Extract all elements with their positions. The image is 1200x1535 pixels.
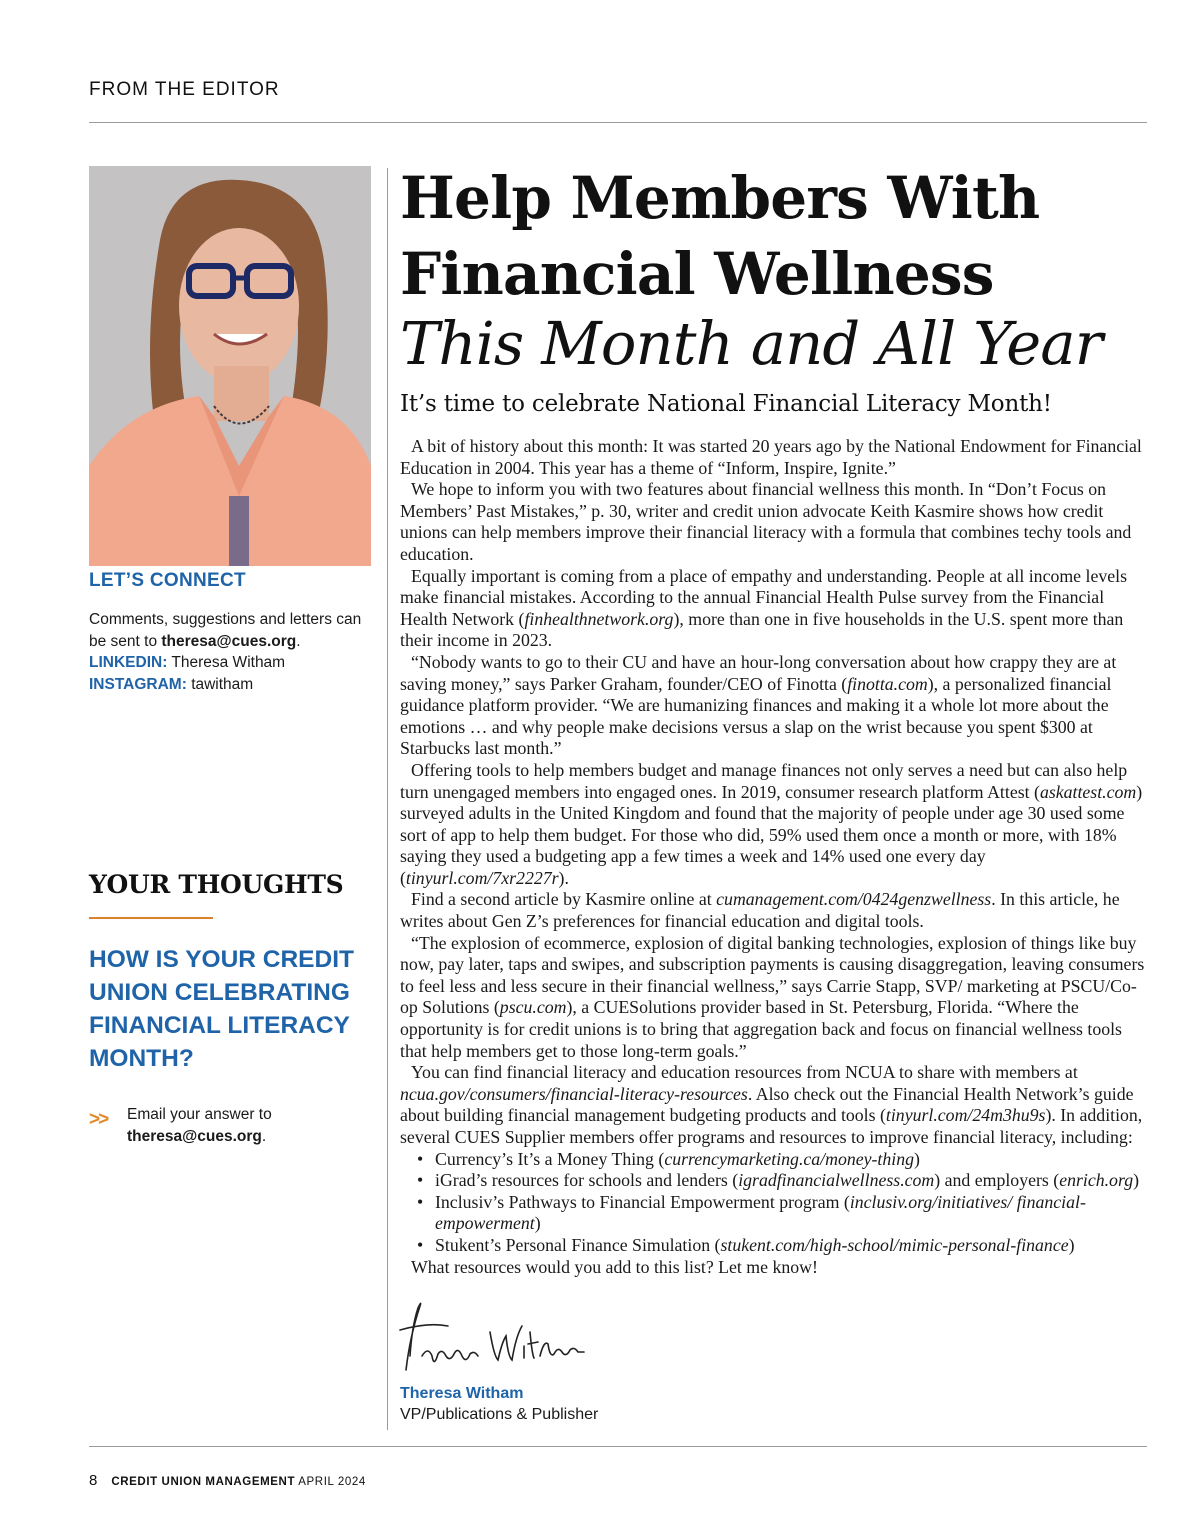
instagram-handle[interactable]: tawitham (191, 675, 254, 693)
paragraph-5: Offering tools to help members budget and manage finances not only serves a need but can also help turn unengaged members into engaged ones. In 2019, consumer research platform Attest (askattest.com) surveyed adults in the United Kingdom and found that the majority of people under age 30 used some sort of app to help them budget. For those who did, 59% used them once a month or more, with 18% saying they used a budgeting app a few times a week and 14% used one every day (tinyurl.com/7xr2227r). (400, 759, 1143, 888)
paragraph-1: A bit of history about this month: It was started 20 years ago by the National Endowment for Financial Education in 2004. This year has a theme of “Inform, Inspire, Ignite.” (400, 436, 1142, 478)
column-divider (387, 168, 388, 1430)
link-tinyurl-2[interactable]: tinyurl.com/24m3hu9s (885, 1105, 1046, 1126)
issue-date: APRIL 2024 (298, 1476, 366, 1488)
headline (400, 160, 1160, 312)
email-cta (127, 1104, 377, 1148)
paragraph-8: You can find financial literacy and education resources from NCUA to share with members at ncua.gov/consumers/financial-literacy-resources. Also check out the Financial Health Network’s guide about building financial management budgeting products and tools (tinyurl.com/24m3hu9s). In addition, several CUES Supplier members offer programs and resources to improve financial literacy, including: (400, 1062, 1143, 1147)
publication-name: CREDIT UNION MANAGEMENT (111, 1476, 296, 1488)
paragraph-6: Find a second article by Kasmire online at cumanagement.com/0424genzwellness. In this article, he writes about Gen Z’s preferences for financial education and digital tools. (400, 889, 1120, 932)
link-ncua[interactable]: ncua.gov/consumers/financial-literacy-resources (400, 1083, 748, 1104)
list-item: • iGrad’s resources for schools and lenders (igradfinancialwellness.com) and employers (enrich.org) (414, 1170, 1147, 1192)
link-stukent[interactable]: stukent.com/high-school/mimic-personal-finance (720, 1234, 1069, 1255)
list-item: • Inclusiv’s Pathways to Financial Empowerment program (inclusiv.org/initiatives/ financial-empowerment) (414, 1192, 1147, 1235)
link-igrad[interactable]: igradfinancialwellness.com (738, 1170, 935, 1191)
link-enrich[interactable]: enrich.org (1059, 1170, 1134, 1191)
double-chevron-icon: >> (89, 1109, 108, 1130)
email-cta-text: Email your answer to (127, 1106, 272, 1123)
paragraph-3: Equally important is coming from a place of empathy and understanding. People at all income levels make financial mistakes. According to the annual Financial Health Pulse survey from the Financial Health Network (finhealthnetwork.org), more than one in five households in the U.S. spent more than their income in 2023. (400, 565, 1127, 651)
editor-photo (89, 166, 371, 566)
signature-name: Theresa Witham (400, 1385, 524, 1402)
resource-list (414, 1149, 1147, 1257)
page-number: 8 (89, 1472, 98, 1489)
paragraph-4: “Nobody wants to go to their CU and have an hour-long conversation about how crappy they are at saving money,” says Parker Graham, founder/CEO of Finotta (finotta.com), a personalized financial guidance platform provider. “We are humanizing finances and making it a whole lot more about the emotions … and why people make decisions versus a slap on the wrist because you spent $300 at Starbucks last month.” (400, 651, 1117, 759)
link-tinyurl-1[interactable]: tinyurl.com/7xr2227r (405, 867, 559, 888)
headline-line-1: Help Members With (400, 164, 1040, 232)
list-item: • Stukent’s Personal Finance Simulation (stukent.com/high-school/mimic-personal-finance) (414, 1235, 1147, 1257)
page-footer (89, 1472, 366, 1489)
linkedin-handle[interactable]: Theresa Witham (171, 654, 286, 671)
handwritten-signature (398, 1296, 588, 1380)
email-cta-suffix: . (261, 1128, 267, 1145)
email-cta-link[interactable]: theresa@cues.org (127, 1128, 262, 1145)
link-currencymarketing[interactable]: currencymarketing.ca/money-thing (664, 1148, 914, 1169)
paragraph-7: “The explosion of ecommerce, explosion of digital banking technologies, explosion of things like buy now, pay later, taps and swipes, and subscription payments is causing disaggregation, leaving consumers to feel less and less secure in their financial wellness,” says Carrie Stapp, SVP/ marketing at PSCU/Co-op Solutions (pscu.com), a CUESolutions provider based in St. Petersburg, Florida. “Where the opportunity is for credit unions is to bring that aggregation back and focus on financial wellness tools that help members get to those long-term goals.” (400, 932, 1145, 1061)
bottom-divider (89, 1446, 1147, 1447)
closing-line: What resources would you add to this list? Let me know! (411, 1256, 818, 1277)
connect-text-suffix: . (296, 632, 301, 650)
headline-italic: This Month and All Year (400, 309, 1103, 378)
headline-line-2: Financial Wellness (400, 240, 994, 308)
reader-question: HOW IS YOUR CREDIT UNION CELEBRATING FINANCIAL LITERACY MONTH? (89, 946, 354, 1072)
thoughts-accent-rule (89, 917, 213, 919)
thoughts-heading: YOUR THOUGHTS (89, 870, 344, 899)
instagram-label: INSTAGRAM: (89, 675, 187, 693)
link-inclusiv[interactable]: inclusiv.org/initiatives/ financial-empowerment (435, 1191, 1086, 1234)
top-divider (89, 122, 1147, 123)
connect-heading: LET’S CONNECT (89, 570, 246, 591)
paragraph-2: We hope to inform you with two features about financial wellness this month. In “Don’t Focus on Members’ Past Mistakes,” p. 30, writer and credit union advocate Keith Kasmire shows how credit unions can help members improve their financial literacy with a formula that combines techy tools and education. (400, 479, 1132, 564)
subhead: It’s time to celebrate National Financial Literacy Month! (400, 391, 1052, 417)
connect-email-link[interactable]: theresa@cues.org (161, 632, 297, 650)
section-label: FROM THE EDITOR (89, 79, 280, 100)
article-body (400, 436, 1147, 1278)
linkedin-label: LINKEDIN: (89, 654, 168, 671)
connect-text: Comments, suggestions and letters can be sent to (89, 611, 362, 650)
link-cumanagement[interactable]: cumanagement.com/0424genzwellness (716, 889, 992, 910)
signature-title: VP/Publications & Publisher (400, 1406, 599, 1423)
link-finotta[interactable]: finotta.com (847, 673, 928, 694)
link-askattest[interactable]: askattest.com (1039, 781, 1137, 802)
link-finhealthnetwork[interactable]: finhealthnetwork.org (524, 608, 674, 629)
connect-info (89, 609, 379, 695)
list-item: • Currency’s It’s a Money Thing (currencymarketing.ca/money-thing) (414, 1149, 1147, 1171)
link-pscu[interactable]: pscu.com (499, 997, 567, 1018)
